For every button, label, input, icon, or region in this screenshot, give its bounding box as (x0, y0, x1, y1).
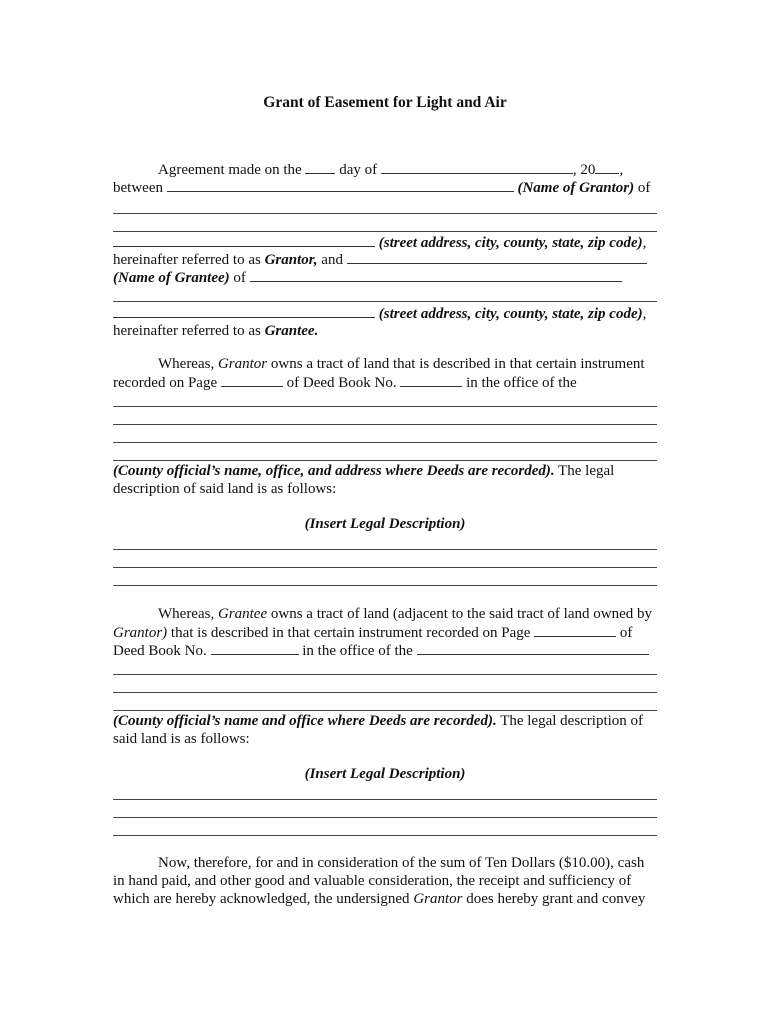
grantee-address-line-1[interactable] (113, 301, 657, 302)
county-note-2-line: (County official’s name and office where Deeds are recorded). The legal description of (113, 713, 644, 729)
deed-book-blank[interactable] (400, 373, 462, 387)
insert-legal-description-2: (Insert Legal Description) (304, 766, 466, 782)
legal-description-line-2[interactable] (113, 567, 657, 568)
grantor-address-line-1[interactable] (113, 213, 657, 214)
office-blank[interactable] (417, 641, 649, 655)
insert-legal-description-1: (Insert Legal Description) (304, 516, 466, 532)
county-note-line: (County official’s name, office, and address where Deeds are recorded). The legal (113, 463, 615, 479)
month-blank[interactable] (381, 160, 573, 174)
legal-description-line-1[interactable] (113, 549, 657, 550)
grantor-name-blank[interactable] (167, 178, 514, 192)
county-office-line-3[interactable] (113, 442, 657, 443)
document-title: Grant of Easement for Light and Air (263, 94, 507, 111)
grantor-described-line: Grantor) that is described in that certain instrument recorded on Page of (113, 625, 633, 641)
hereinafter-grantor-line: hereinafter referred to as Grantor, and (113, 250, 647, 269)
county-office-line-1[interactable] (113, 406, 657, 407)
grantee-address-line: (street address, city, county, state, zip code), (113, 304, 646, 323)
legal-description2-line-2[interactable] (113, 817, 657, 818)
county-office2-line-3[interactable] (113, 710, 657, 711)
legal-description2-line-3[interactable] (113, 835, 657, 836)
grantor-address-blank[interactable] (113, 233, 375, 247)
legal-description-line-3[interactable] (113, 585, 657, 586)
hereinafter-grantee-line: hereinafter referred to as Grantee. (113, 323, 319, 339)
grantee-prefix-blank[interactable] (347, 250, 647, 264)
deed-book-line: Deed Book No. in the office of the (113, 641, 649, 660)
county-office2-line-2[interactable] (113, 692, 657, 693)
grantee-name-line: (Name of Grantee) of (113, 268, 622, 287)
grantee-address-blank-2[interactable] (113, 304, 375, 318)
whereas-grantee-line: Whereas, Grantee owns a tract of land (adjacent to the said tract of land owned by (158, 606, 652, 622)
day-blank[interactable] (305, 160, 335, 174)
whereas-grantor-line: Whereas, Grantor owns a tract of land that is described in that certain instrument (158, 356, 645, 372)
agreement-line: Agreement made on the day of , 20 , (158, 162, 624, 178)
consideration-line-3: which are hereby acknowledged, the undersigned Grantor does hereby grant and convey (113, 891, 646, 907)
consideration-line-2: in hand paid, and other good and valuable consideration, the receipt and sufficiency of (113, 873, 632, 889)
grantor-address-line: (street address, city, county, state, zip code), (113, 233, 646, 252)
legal-description2-line-1[interactable] (113, 799, 657, 800)
page-blank[interactable] (221, 373, 283, 387)
grantor-address-line-2[interactable] (113, 231, 657, 232)
grantee-address-blank-1[interactable] (250, 268, 622, 282)
county-office-line-2[interactable] (113, 424, 657, 425)
county-office2-line-1[interactable] (113, 674, 657, 675)
recorded-on-page-line: recorded on Page of Deed Book No. in the office of the (113, 375, 577, 391)
said-land-line: said land is as follows: (113, 731, 250, 747)
deed-book-blank-2[interactable] (211, 641, 299, 655)
page-blank-2[interactable] (534, 623, 616, 637)
between-line: between (Name of Grantor) of (113, 180, 651, 196)
year-blank[interactable] (595, 160, 619, 174)
county-office-line-4[interactable] (113, 460, 657, 461)
consideration-line-1: Now, therefore, for and in consideration of the sum of Ten Dollars ($10.00), cash (158, 855, 645, 871)
description-line: description of said land is as follows: (113, 481, 337, 497)
